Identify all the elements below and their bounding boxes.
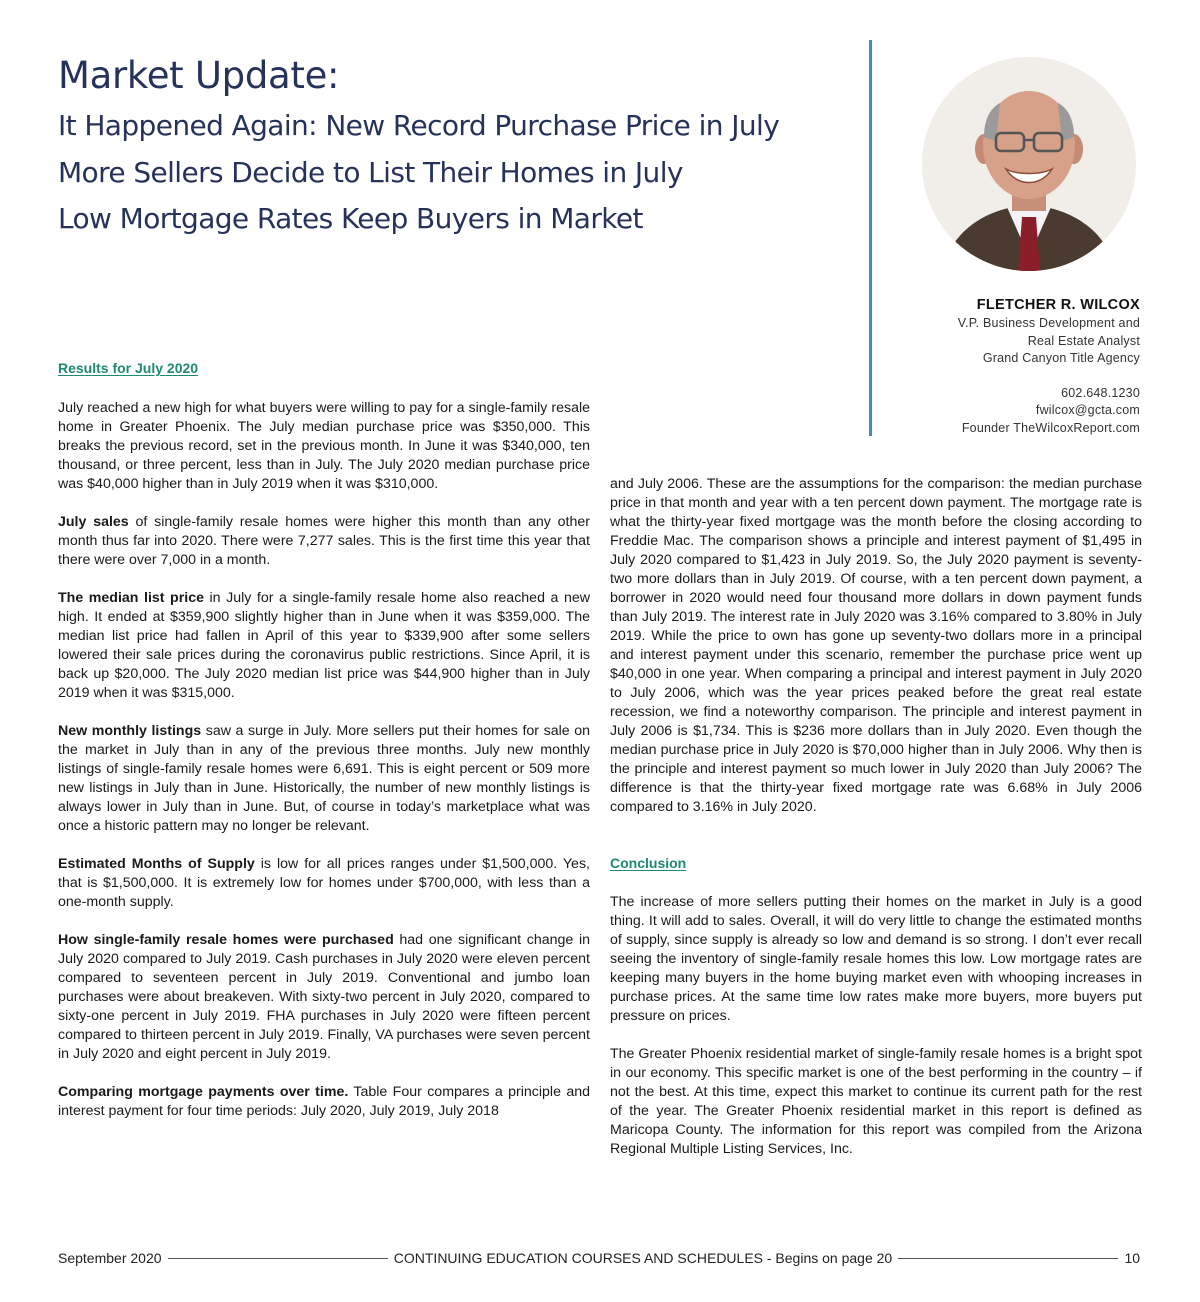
author-info (880, 295, 1140, 437)
footer-rule-left (168, 1258, 388, 1259)
right-column (610, 475, 1142, 836)
footer-rule-right (898, 1258, 1118, 1259)
author-founder: Founder TheWilcoxReport.com (961, 420, 1140, 435)
footer-center-text: CONTINUING EDUCATION COURSES AND SCHEDULES - Begins on page 20 (393, 1250, 893, 1266)
page-footer (58, 1250, 1140, 1266)
conclusion-heading: Conclusion (610, 855, 687, 871)
conclusion-paragraph-1: The increase of more sellers putting their homes on the market in July is a good thing. It will add to sales. Overall, it will do very little to change the estimated months of supply, since supply is already so low and demand is so strong. I don’t ever recall seeing the inventory of single-family resale homes this low. Low mortgage rates are keeping many buyers in the home buying market even with whooping increases in purchase prices. At the same time low rates make more buyers, more buyers put pressure on prices. (610, 894, 1142, 1024)
results-paragraph-1: July reached a new high for what buyers were willing to pay for a single-family resale home in Greater Phoenix. The July median purchase price was $350,000. This breaks the previous record, set in the previous month. In June it was $340,000, ten thousand, or three percent, less than in July. The July 2020 median purchase price was $40,000 higher than in July 2019 when it was $310,000. (58, 400, 590, 492)
results-paragraph-7: Comparing mortgage payments over time. Table Four compares a principle and interest payment for four time periods: July 2020, July 2019, July 2018 (58, 1084, 590, 1119)
author-title-1: V.P. Business Development and (957, 316, 1140, 330)
subtitle-1: It Happened Again: New Record Purchase Price in July (58, 109, 780, 142)
conclusion-column (610, 893, 1142, 1178)
results-paragraph-4: New monthly listings saw a surge in July. More sellers put their homes for sale on the market in July than in any of the previous three months. July new monthly listings of single-family resale homes were 6,691. This is eight percent or 509 more new listings in July than in June. Historically, the number of new monthly listings is always lower in July than in June. But, of course in today’s marketplace what was once a historic pattern may no longer be relevant. (58, 723, 590, 834)
results-paragraph-3: The median list price in July for a single-family resale home also reached a new high. It ended at $359,900 slightly higher than in June when it was $359,000. The median list price had fallen in April of this year to $339,900 after some sellers lowered their sale prices during the coronavirus public restrictions. Since April, it is back up $20,000. The July 2020 median list price was $44,900 higher than in July 2019 when it was $315,000. (58, 590, 590, 701)
results-paragraph-6: How single-family resale homes were purchased had one significant change in July 2020 compared to July 2019. Cash purchases in July 2020 were eleven percent compared to seventeen percent in July 2019. Conventional and jumbo loan purchases were about breakeven. With sixty-two percent in July 2020, compared to sixty-one percent in July 2019. FHA purchases in July 2020 were fifteen percent compared to thirteen percent in July 2019. Finally, VA purchases were seven percent in July 2020 and eight percent in July 2019. (58, 932, 590, 1062)
results-heading: Results for July 2020 (58, 360, 199, 376)
subtitle-3: Low Mortgage Rates Keep Buyers in Market (58, 202, 643, 235)
results-paragraph-5: Estimated Months of Supply is low for all prices ranges under $1,500,000. Yes, that is $1,500,000. It is extremely low for homes under $700,000, with less than a one-month supply. (58, 856, 590, 910)
footer-date: September 2020 (58, 1250, 162, 1266)
results-paragraph-2: July sales of single-family resale homes were higher this month than any other month thus far into 2020. There were 7,277 sales. This is the first time this year that there were over 7,000 in a month. (58, 514, 590, 568)
page-number: 10 (1124, 1250, 1141, 1266)
author-name: FLETCHER R. WILCOX (976, 297, 1140, 313)
conclusion-paragraph-2: The Greater Phoenix residential market of single-family resale homes is a bright spot in our economy. This specific market is one of the best performing in the country – if not the best. At this time, expect this market to continue its current path for the rest of the year. The Greater Phoenix residential market in this report is defined as Maricopa County. The information for this report was compiled from the Arizona Regional Multiple Listing Services, Inc. (610, 1046, 1142, 1157)
author-company: Grand Canyon Title Agency (982, 351, 1140, 365)
subtitle-2: More Sellers Decide to List Their Homes in July (58, 155, 683, 189)
vertical-divider (869, 40, 872, 436)
comparison-paragraph: and July 2006. These are the assumptions for the comparison: the median purchase price in that month and year with a ten percent down payment. The mortgage rate is what the thirty-year fixed mortgage was the month before the closing according to Freddie Mac. The comparison shows a principle and interest payment of $1,495 in July 2020 compared to $1,423 in July 2019. So, the July 2020 payment is seventy-two more dollars than in July 2019. Of course, with a ten percent down payment, a borrower in 2020 would need four thousand more dollars in down payment funds than July 2019. The interest rate in July 2020 was 3.16% compared to 3.80% in July 2019. While the price to own has gone up seventy-two dollars more in a principal and interest payment under this scenario, remember the purchase price went up $40,000 in one year. When comparing a principal and interest payment in July 2020 to July 2006, which was the year prices peaked before the great real estate recession, we find a noteworthy comparison. The principle and interest payment in July 2006 is $1,734. This is $236 more dollars than in July 2020. Even though the median purchase price in July 2020 is $70,000 higher than in July 2006. Why then is the principle and interest payment so much lower in July 2020 than July 2006? The difference is that the thirty-year fixed mortgage rate was 6.68% in July 2006 compared to 3.16% in July 2020. (610, 476, 1142, 815)
author-phone: 602.648.1230 (1061, 385, 1140, 400)
author-photo (922, 57, 1136, 271)
page-title: Market Update: (58, 54, 340, 97)
title-block (58, 52, 858, 243)
author-title-2: Real Estate Analyst (1027, 333, 1140, 348)
author-email: fwilcox@gcta.com (1035, 403, 1140, 417)
left-column (58, 399, 590, 1140)
